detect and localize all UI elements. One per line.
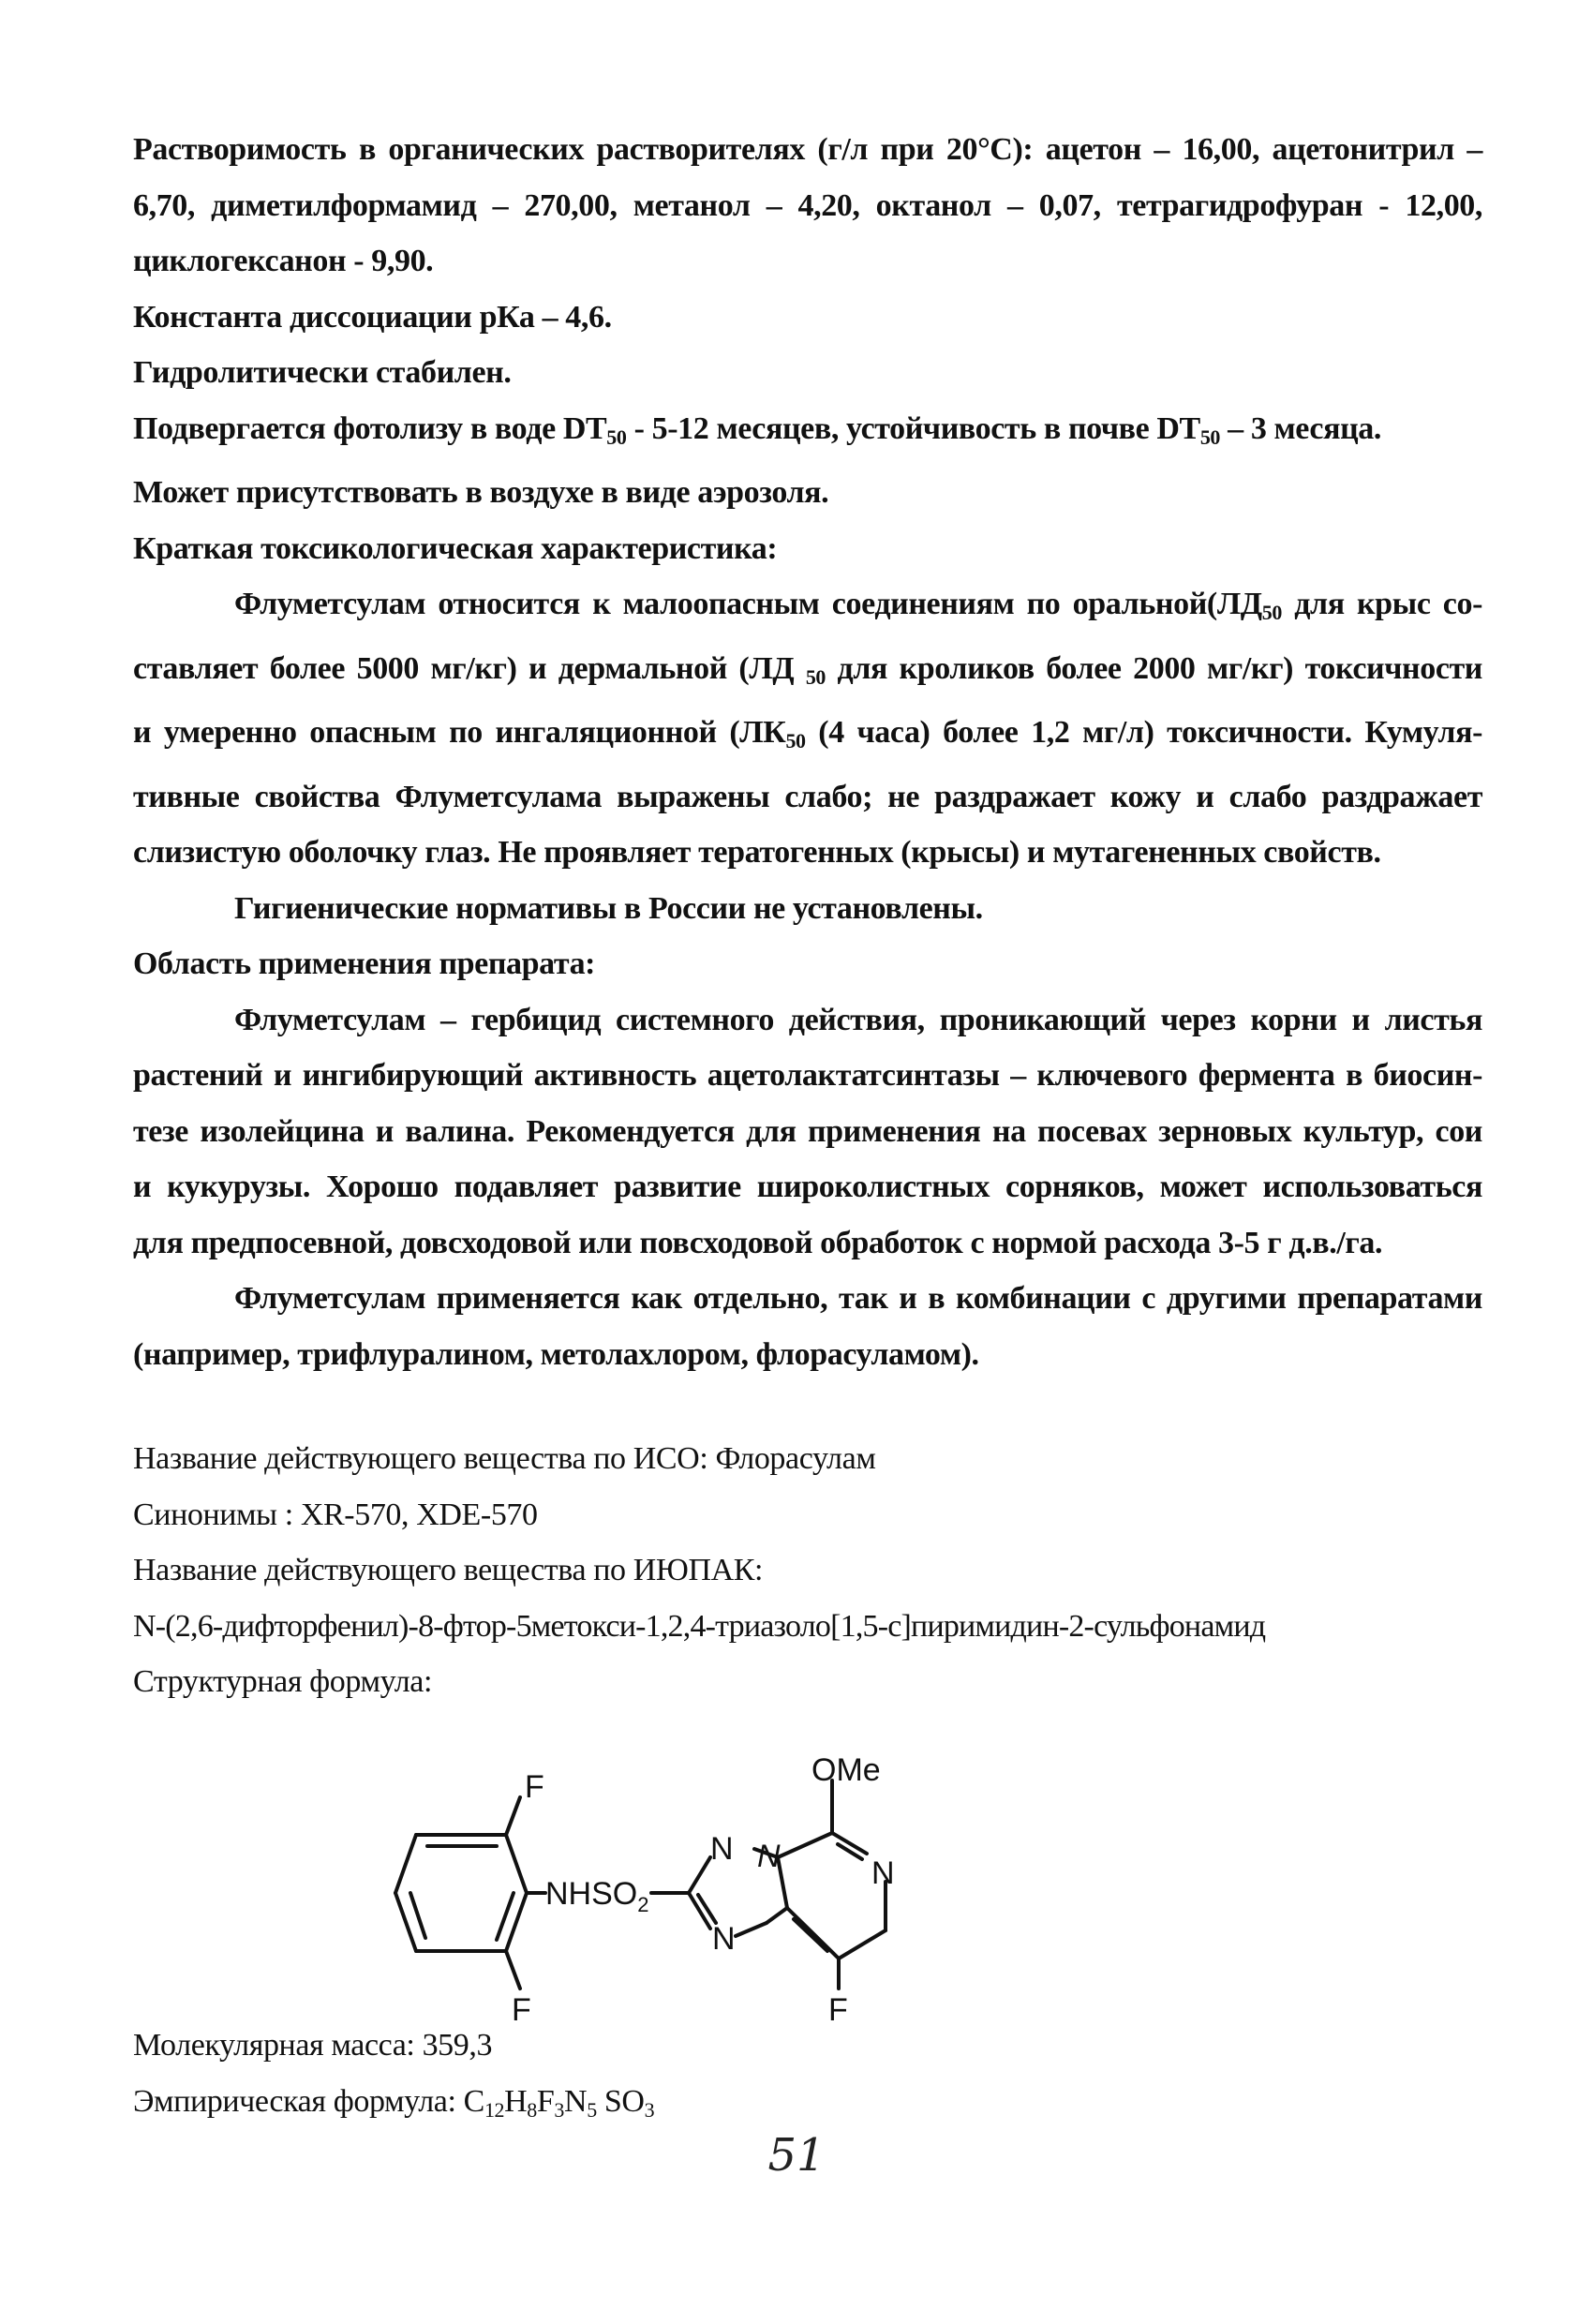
empirical-sub-5: 3	[644, 2097, 655, 2122]
text-section-florasulam	[133, 1431, 1482, 1710]
empirical-sub-4: 5	[587, 2097, 597, 2122]
text-section-top	[133, 122, 1482, 1382]
triazolopyrimidine-ring	[689, 1780, 886, 1989]
label-nhso-sub: 2	[637, 1893, 649, 1916]
photolysis-text-a: Подвергается фотолизу в воде DT	[133, 410, 607, 446]
text-section-formula	[133, 2018, 1482, 2138]
usage-line-3: тезе изолейцина и валина. Рекомендуется для применения на посевах зерновых культур, сои	[133, 1113, 1482, 1149]
tox-line-1-sub: 50	[1261, 601, 1282, 624]
solubility-line-3: циклогексанон - 9,90.	[133, 244, 434, 278]
empirical-sub-2: 8	[527, 2097, 537, 2122]
usage-line-5: для предпосевной, довсходовой или повсходовой обработок с нормой расхода 3-5 г д.в./га.	[133, 1225, 1383, 1260]
empirical-n: N	[564, 2083, 588, 2119]
photolysis-line	[133, 401, 1482, 466]
tox-line-3-a: и умеренно опасным по ингаляционной (ЛК	[133, 715, 786, 750]
label-nhso	[545, 1876, 648, 1916]
tox-line-3-b: (4 часа) более 1,2 мг/л) токсичности. Кумуля-	[805, 715, 1483, 750]
structural-formula-diagram	[375, 1743, 956, 2024]
tox-line-2	[133, 641, 1482, 706]
empirical-prefix: Эмпирическая формула: C	[133, 2083, 484, 2119]
tox-line-2-a: ставляет более 5000 мг/кг) и дермальной (ЛД	[133, 650, 806, 686]
solubility-line-1: Растворимость в органических растворителях (г/л при 20°С): ацетон – 16,00, ацетонитрил –	[133, 132, 1482, 167]
hydrolysis-line: Гидролитически стабилен.	[133, 355, 512, 390]
combination-line-1: Флуметсулам применяется как отдельно, так и в комбинации с другими препаратами	[234, 1281, 1482, 1316]
photolysis-text-b: - 5-12 месяцев, устойчивость в почве DT	[626, 410, 1200, 446]
pka-line: Константа диссоциации рКа – 4,6.	[133, 299, 612, 335]
usage-line-2: растений и ингибирующий активность ацетолактатсинтазы – ключевого фермента в биосин-	[133, 1058, 1482, 1093]
tox-line-3	[133, 705, 1482, 769]
label-f-top: F	[525, 1769, 544, 1805]
structure-heading: Структурная формула:	[133, 1664, 433, 1699]
label-nhso-text: NHSO	[545, 1876, 638, 1912]
label-f-right: F	[828, 1992, 848, 2024]
label-n-ring: N	[871, 1855, 895, 1891]
combination-line-2: (например, трифлуралином, метолахлором, флорасуламом).	[133, 1336, 979, 1372]
label-n-bridge: N	[757, 1839, 781, 1874]
tox-line-4: тивные свойства Флуметсулама выражены слабо; не раздражает кожу и слабо раздражает	[133, 779, 1482, 814]
iupac-name-line: N-(2,6-дифторфенил)-8-фтор-5метокси-1,2,4-триазоло[1,5-с]пиримидин-2-сульфонамид	[133, 1608, 1266, 1644]
empirical-f: F	[536, 2083, 555, 2119]
label-ome: OMe	[811, 1752, 881, 1788]
photolysis-sub-1: 50	[606, 425, 627, 449]
molecular-mass-line: Молекулярная масса: 359,3	[133, 2028, 493, 2063]
solubility-line-2: 6,70, диметилформамид – 270,00, метанол – 4,20, октанол – 0,07, тетрагидрофуран - 12,00,	[133, 187, 1482, 223]
empirical-h: H	[504, 2083, 528, 2119]
iso-name-line: Название действующего вещества по ИСО: Флорасулам	[133, 1441, 876, 1476]
page-number: 51	[767, 2129, 826, 2182]
tox-line-1	[133, 576, 1482, 641]
synonyms-line: Синонимы : XR-570, XDE-570	[133, 1497, 538, 1532]
tox-line-2-sub: 50	[805, 664, 826, 689]
label-n-1: N	[710, 1831, 734, 1867]
usage-line-4: и кукурузы. Хорошо подавляет развитие широколистных сорняков, может использоваться	[133, 1169, 1482, 1204]
empirical-formula-line	[133, 2074, 1482, 2138]
tox-heading: Краткая токсикологическая характеристика:	[133, 530, 778, 566]
empirical-so: SO	[596, 2083, 645, 2119]
tox-line-3-sub: 50	[785, 729, 806, 752]
empirical-sub-3: 3	[554, 2097, 565, 2122]
hygiene-line: Гигиенические нормативы в России не установлены.	[234, 890, 983, 926]
benzene-ring	[395, 1835, 527, 1951]
tox-line-1-a: Флуметсулам относится к малоопасным соединениям по оральной(ЛД	[234, 587, 1262, 621]
tox-line-5: слизистую оболочку глаз. Не проявляет тератогенных (крысы) и мутагененных свойств.	[133, 835, 1381, 870]
tox-line-1-b: для крыс со-	[1281, 587, 1482, 621]
label-f-bottom: F	[512, 1992, 531, 2024]
air-line: Может присутствовать в воздухе в виде аэрозоля.	[133, 475, 829, 510]
empirical-sub-1: 12	[484, 2097, 505, 2122]
iupac-heading: Название действующего вещества по ИЮПАК:	[133, 1553, 764, 1587]
tox-line-2-b: для кроликов более 2000 мг/кг) токсичности	[826, 650, 1482, 686]
usage-heading: Область применения препарата:	[133, 946, 596, 981]
usage-line-1: Флуметсулам – гербицид системного действия, проникающий через корни и листья	[234, 1002, 1482, 1037]
photolysis-text-c: – 3 месяца.	[1220, 410, 1381, 446]
label-n-bottom: N	[712, 1921, 736, 1957]
photolysis-sub-2: 50	[1199, 425, 1221, 449]
